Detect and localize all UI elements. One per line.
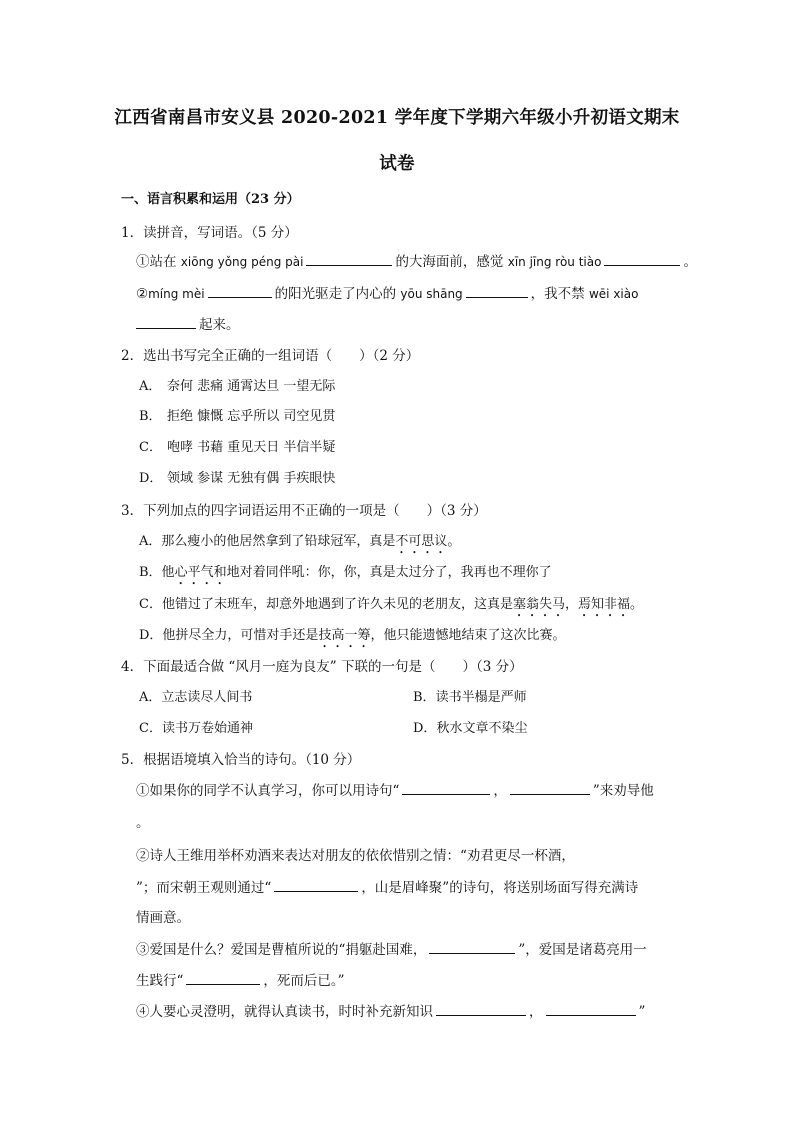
question-5-item-2-line-3: 情画意。	[136, 910, 190, 926]
answer-blank[interactable]	[306, 251, 392, 266]
option-text: B．他	[139, 565, 175, 580]
q1-pinyin-3: míng mèi	[148, 287, 205, 301]
answer-blank[interactable]	[136, 314, 196, 329]
q1-pinyin-5: wēi xiào	[588, 287, 639, 301]
question-3-option-d[interactable]	[139, 624, 565, 651]
option-letter: D．	[139, 471, 163, 486]
question-3-option-b[interactable]	[139, 561, 552, 588]
question-2-option-a[interactable]	[139, 375, 335, 394]
option-letter: B．	[413, 690, 436, 705]
answer-blank[interactable]	[402, 780, 490, 795]
question-3-option-a[interactable]	[139, 530, 460, 557]
q5-text: ，	[529, 1004, 543, 1020]
question-4-option-a[interactable]	[139, 686, 252, 705]
q1-l2-text-c: ，我不禁	[530, 286, 589, 302]
q1-l2-text-b: 的阳光驱走了内心的	[274, 286, 401, 302]
question-2-option-b[interactable]	[139, 405, 335, 424]
option-text: 读书半榻是严师	[435, 690, 527, 705]
answer-blank[interactable]	[510, 780, 590, 795]
question-4-option-c[interactable]	[139, 717, 253, 736]
q5-text: ③爱国是什么？爱国是曹植所说的“捐躯赴国难，	[136, 942, 427, 958]
option-letter: A．	[139, 690, 162, 705]
question-5-stem: 5．根据语境填入恰当的诗句。（10 分）	[121, 752, 361, 768]
dotted-idiom: 不可思议	[395, 534, 448, 549]
option-text: 读书万卷始通神	[161, 721, 253, 736]
option-text: 立志读尽人间书	[161, 690, 253, 705]
answer-blank[interactable]	[546, 1001, 636, 1016]
question-2-stem: 2．选出书写完全正确的一组词语（ ）（2 分）	[121, 348, 420, 364]
answer-blank[interactable]	[436, 1001, 526, 1016]
option-letter: A．	[139, 379, 162, 394]
q1-pinyin-2: xīn jīng ròu tiào	[507, 255, 602, 269]
option-text: 拒绝 慷慨 忘乎所以 司空见贯	[167, 409, 336, 424]
option-letter: D．	[413, 721, 437, 736]
option-letter: C．	[139, 440, 162, 455]
answer-blank[interactable]	[604, 251, 680, 266]
question-1-line-1	[136, 250, 697, 270]
q5-text: ，	[493, 783, 507, 799]
exam-title-line-1: 江西省南昌市安义县 2020-2021 学年度下学期六年级小升初语文期末	[114, 108, 680, 128]
q1-l2-text-a: ②	[136, 286, 149, 302]
answer-blank[interactable]	[274, 877, 358, 892]
question-1-line-2	[136, 282, 638, 302]
question-1-line-3	[136, 313, 240, 333]
q5-text: ，山是眉峰聚”的诗句，将送别场面写得充满诗	[361, 880, 639, 896]
question-1-stem: 1．读拼音，写词语。（5 分）	[121, 225, 298, 241]
question-5-item-2-line-2	[136, 876, 638, 896]
q5-text: 生践行“	[136, 973, 184, 989]
q5-text: ”，爱国是诸葛亮用一	[518, 942, 647, 958]
question-3-option-c[interactable]	[139, 593, 643, 620]
option-text: 。	[629, 597, 643, 612]
question-5-item-3-line-2	[136, 969, 345, 989]
question-3-stem: 3．下列加点的四字词语运用不正确的一项是（ ）（3 分）	[121, 503, 487, 519]
q1-l1-text-b: 的大海面前，感觉	[395, 254, 508, 270]
answer-blank[interactable]	[208, 283, 272, 298]
q5-text: ④人要心灵澄明，就得认真读书，时时补充新知识	[136, 1004, 433, 1020]
q1-l3-text: 起来。	[199, 317, 240, 333]
question-5-item-4	[136, 1000, 645, 1020]
question-5-item-3	[136, 938, 647, 958]
dotted-idiom: 技高一筹	[318, 628, 371, 643]
option-text: 。	[447, 534, 461, 549]
answer-blank[interactable]	[429, 939, 515, 954]
question-5-item-2: ②诗人王维用举杯劝酒来表达对朋友的依依惜别之情：“劝君更尽一杯酒，	[136, 848, 575, 864]
q5-text: ”来劝导他	[592, 783, 654, 799]
exam-title-line-2: 试卷	[379, 154, 415, 174]
question-2-option-c[interactable]	[139, 436, 335, 455]
option-text: C．他错过了末班车，却意外地遇到了许久未见的老朋友，这真是	[139, 597, 513, 612]
dotted-idiom: 塞翁失马，焉知非福	[512, 597, 630, 612]
question-5-item-1	[136, 779, 654, 799]
q1-pinyin-4: yōu shāng	[400, 287, 463, 301]
question-4-stem: 4．下面最适合做 “风月一庭为良友” 下联的一句是（ ）（3 分）	[121, 659, 523, 675]
q1-l1-text-a: ①站在	[136, 254, 181, 270]
q5-text: ”；而宋朝王观则通过“	[136, 880, 272, 896]
option-letter: B．	[139, 409, 162, 424]
question-5-item-1-end: 。	[136, 815, 150, 831]
option-letter: C．	[139, 721, 162, 736]
option-text: D．他拼尽全力，可惜对手还是	[139, 628, 319, 643]
answer-blank[interactable]	[466, 283, 528, 298]
section-heading: 一、语言积累和运用（23 分）	[121, 192, 300, 207]
q5-text: ①如果你的同学不认真学习，你可以用诗句“	[136, 783, 400, 799]
option-text: 秋水文章不染尘	[436, 721, 528, 736]
option-text: ，他只能遗憾地结束了这次比赛。	[370, 628, 566, 643]
q5-text: ”	[638, 1004, 646, 1020]
q5-text: ，死而后已。”	[263, 973, 345, 989]
question-4-option-b[interactable]	[413, 686, 527, 705]
q1-pinyin-1: xiōng yǒng péng pài	[180, 255, 304, 269]
option-text: 地对着同伴吼：你，你，真是太过分了，我再也不理你了	[226, 565, 552, 580]
dotted-idiom: 心平气和	[174, 565, 227, 580]
option-text: 奈何 悲痛 通霄达旦 一望无际	[167, 379, 336, 394]
answer-blank[interactable]	[186, 970, 260, 985]
q1-l1-text-c: 。	[683, 254, 697, 270]
option-text: A．那么瘦小的他居然拿到了铅球冠军，真是	[139, 534, 396, 549]
question-4-option-d[interactable]	[413, 717, 527, 736]
question-2-option-d[interactable]	[139, 467, 335, 486]
option-text: 领域 参谋 无独有偶 手疾眼快	[167, 471, 336, 486]
option-text: 咆哮 书藉 重见天日 半信半疑	[167, 440, 336, 455]
